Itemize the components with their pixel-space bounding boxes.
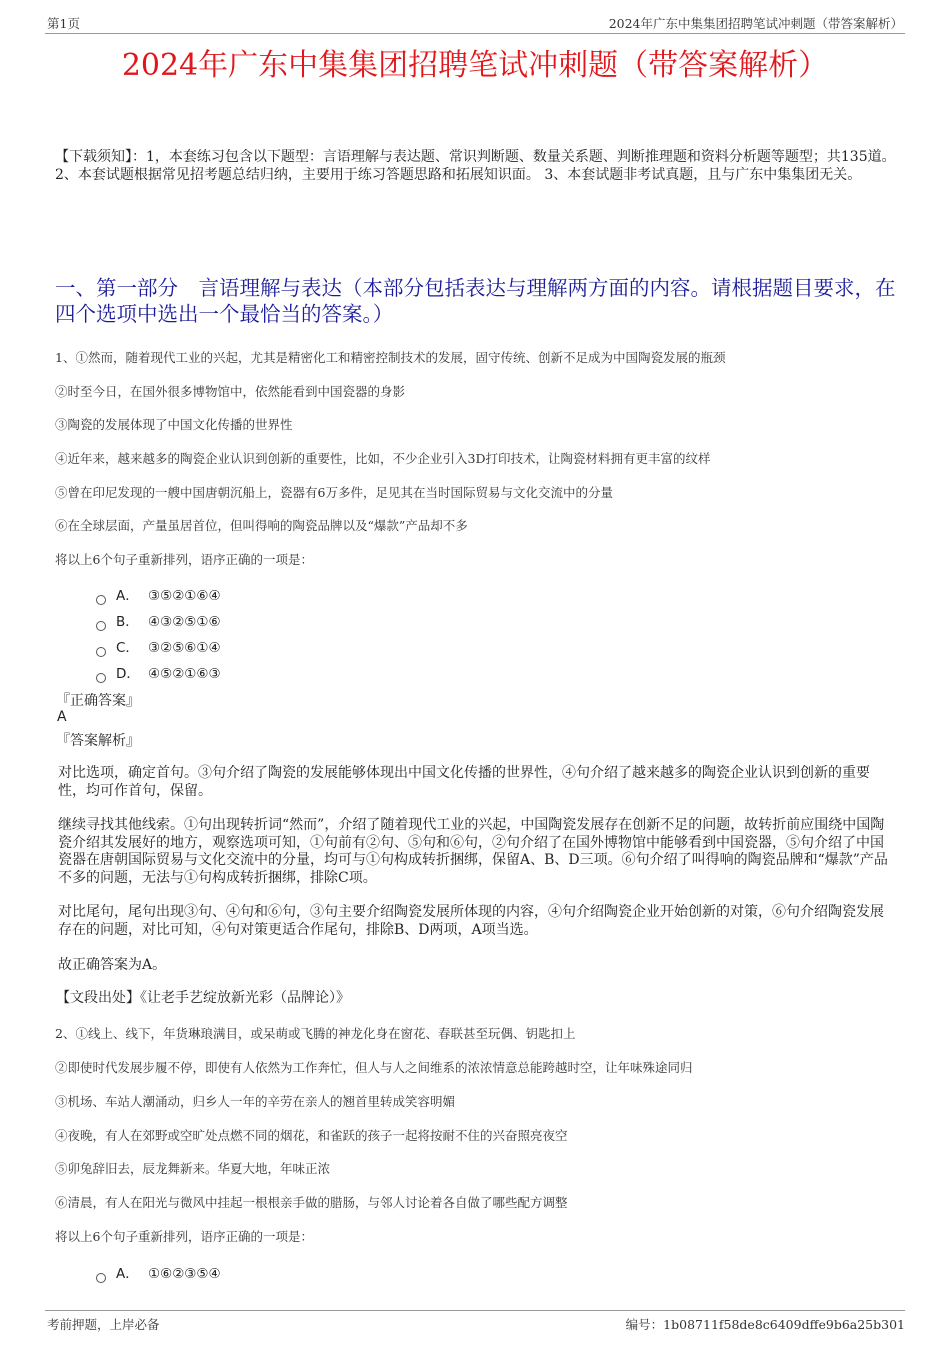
option-label: A．: [116, 1266, 139, 1282]
option-text: ④③②⑤①⑥: [148, 614, 221, 630]
q1-prompt: 将以上6个句子重新排列，语序正确的一项是：: [55, 552, 313, 567]
q1-option-b[interactable]: [96, 610, 221, 630]
q1-line-6: ⑥在全球层面，产量虽居首位，但叫得响的陶瓷品牌以及“爆款”产品却不多: [55, 518, 468, 533]
radio-icon[interactable]: [96, 621, 106, 631]
analysis-paragraph-2: 继续寻找其他线索。①句出现转折词“然而”，介绍了随着现代工业的兴起，中国陶瓷发展存在创新不足的问题，故转折前应围绕中国陶瓷介绍其发展好的地方，观察选项可知，①句前有②句、⑤句和⑥句，②句介绍了在国外博物馆中能够看到中国瓷器，⑤句介绍了中国瓷器在唐朝国际贸易与文化交流中的分量，均可与①句构成转折捆绑，保留A、B、D三项。⑥句介绍了叫得响的陶瓷品牌和“爆款”产品不多的问题，无法与①句构成转折捆绑，排除C项。: [58, 817, 888, 886]
download-notice: 【下载须知】：1，本套练习包含以下题型：言语理解与表达题、常识判断题、数量关系题、判断推理题和资料分析题等题型；共135道。 2、本套试题根据常见招考题总结归纳，主要用于练习答题思路和拓展知识面。 3、本套试题非考试真题，且与广东中集集团无关。: [55, 149, 896, 183]
q1-line-1: 1、①然而，随着现代工业的兴起，尤其是精密化工和精密控制技术的发展，固守传统、创新不足成为中国陶瓷发展的瓶颈: [55, 350, 726, 365]
answer-label: 『正确答案』: [56, 693, 140, 709]
footer-doc-id: 编号：1b08711f58de8c6409dffe9b6a25b301: [625, 1317, 905, 1332]
header-doc-title: 2024年广东中集集团招聘笔试冲刺题（带答案解析）: [608, 16, 903, 31]
q1-option-d[interactable]: [96, 662, 221, 682]
answer-value: A: [57, 709, 67, 725]
option-text: ④⑤②①⑥③: [148, 666, 221, 682]
q1-line-5: ⑤曾在印尼发现的一艘中国唐朝沉船上，瓷器有6万多件，足见其在当时国际贸易与文化交流中的分量: [55, 485, 613, 500]
q2-line-4: ④夜晚，有人在郊野或空旷处点燃不同的烟花，和雀跃的孩子一起将按耐不住的兴奋照亮夜空: [55, 1128, 568, 1143]
radio-icon[interactable]: [96, 673, 106, 683]
page-number: 第1页: [47, 16, 80, 31]
q1-line-3: ③陶瓷的发展体现了中国文化传播的世界性: [55, 417, 293, 432]
option-text: ③②⑤⑥①④: [148, 640, 221, 656]
header-rule: [45, 33, 905, 34]
q2-prompt: 将以上6个句子重新排列，语序正确的一项是：: [55, 1229, 313, 1244]
option-text: ③⑤②①⑥④: [148, 588, 221, 604]
analysis-conclusion: 故正确答案为A。: [58, 957, 167, 973]
footer-slogan: 考前押题，上岸必备: [47, 1317, 160, 1332]
radio-icon[interactable]: [96, 595, 106, 605]
option-label: B．: [116, 614, 139, 630]
q2-line-3: ③机场、车站人潮涌动，归乡人一年的辛劳在亲人的翘首里转成笑容明媚: [55, 1094, 456, 1109]
q2-line-2: ②即使时代发展步履不停，即使有人依然为工作奔忙，但人与人之间维系的浓浓情意总能跨越时空，让年味殊途同归: [55, 1060, 693, 1075]
q1-option-a[interactable]: [96, 584, 221, 604]
analysis-label: 『答案解析』: [56, 733, 140, 749]
footer-rule: [45, 1310, 905, 1311]
q2-line-6: ⑥清晨，有人在阳光与微风中挂起一根根亲手做的腊肠，与邻人讨论着各自做了哪些配方调整: [55, 1195, 568, 1210]
radio-icon[interactable]: [96, 1273, 106, 1283]
q1-line-4: ④近年来，越来越多的陶瓷企业认识到创新的重要性，比如，不少企业引入3D打印技术，让陶瓷材料拥有更丰富的纹样: [55, 451, 711, 466]
analysis-paragraph-3: 对比尾句，尾句出现③句、④句和⑥句，③句主要介绍陶瓷发展所体现的内容，④句介绍陶瓷企业开始创新的对策，⑥句介绍陶瓷发展存在的问题，对比可知，④句对策更适合作尾句，排除B、D两项，A项当选。: [58, 904, 884, 938]
option-label: A．: [116, 588, 139, 604]
q2-line-5: ⑤卯兔辞旧去，辰龙舞新来。华夏大地，年味正浓: [55, 1161, 331, 1176]
page-title: 2024年广东中集集团招聘笔试冲刺题（带答案解析）: [121, 48, 829, 83]
option-label: D．: [116, 666, 140, 682]
analysis-paragraph-1: 对比选项，确定首句。③句介绍了陶瓷的发展能够体现出中国文化传播的世界性，④句介绍了越来越多的陶瓷企业认识到创新的重要性，均可作首句，保留。: [58, 765, 870, 799]
q2-option-a[interactable]: [96, 1262, 221, 1282]
radio-icon[interactable]: [96, 647, 106, 657]
q2-line-1: 2、①线上、线下，年货琳琅满目，或呆萌或飞腾的神龙化身在窗花、春联甚至玩偶、钥匙扣上: [55, 1026, 576, 1041]
option-label: C．: [116, 640, 139, 656]
section-heading: 一、第一部分 言语理解与表达（本部分包括表达与理解两方面的内容。请根据题目要求，在四个选项中选出一个最恰当的答案。）: [55, 276, 896, 326]
q1-line-2: ②时至今日，在国外很多博物馆中，依然能看到中国瓷器的身影: [55, 384, 406, 399]
source-citation: 【文段出处】《让老手艺绽放新光彩（品牌论）》: [56, 990, 350, 1006]
q1-option-c[interactable]: [96, 636, 221, 656]
option-text: ①⑥②③⑤④: [148, 1266, 221, 1282]
